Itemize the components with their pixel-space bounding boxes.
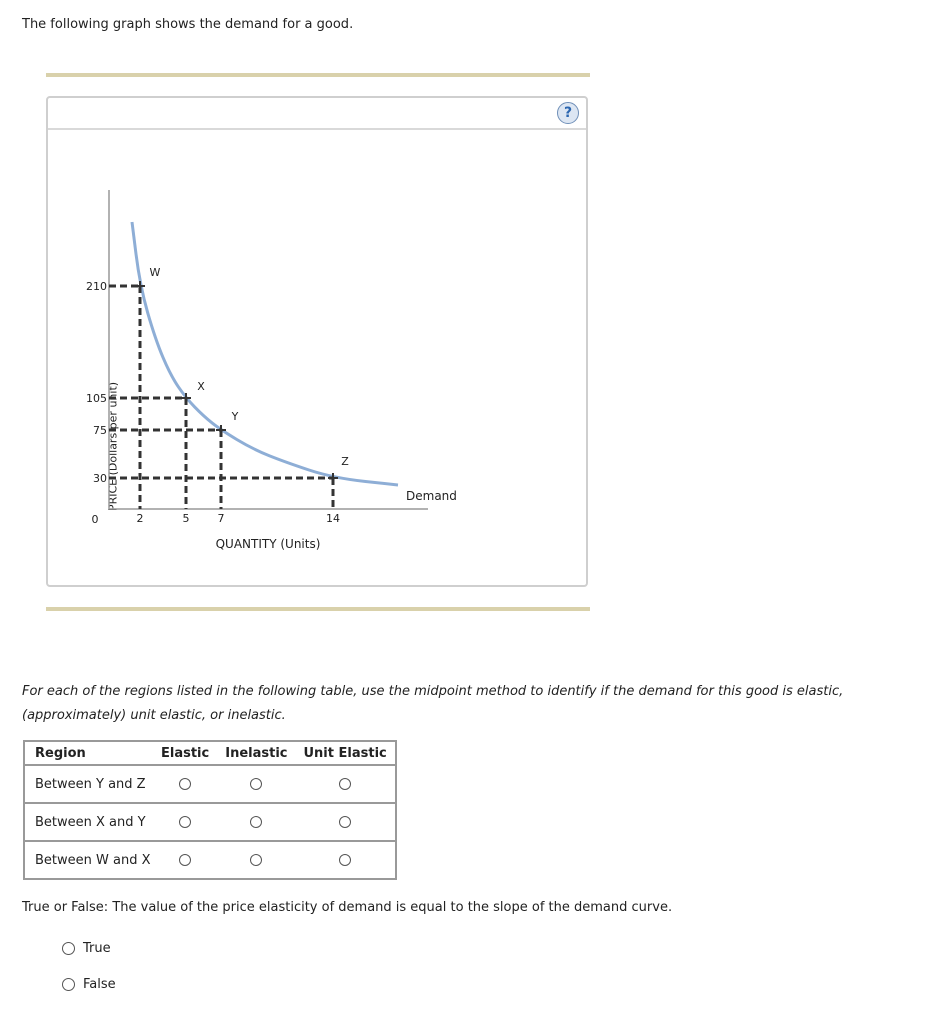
option-true-label: True — [83, 941, 111, 956]
point-label-y: Y — [231, 410, 239, 423]
radio-elastic[interactable] — [179, 778, 191, 790]
radio-true[interactable] — [62, 942, 75, 955]
true-false-question: True or False: The value of the price elasticity of demand is equal to the slope of the demand curve. — [22, 900, 673, 915]
y-tick-label: 210 — [86, 280, 107, 293]
demand-curve — [132, 222, 398, 485]
y-tick-label: 105 — [86, 392, 107, 405]
table-row — [24, 765, 396, 803]
x-axis-label: QUANTITY (Units) — [215, 537, 321, 551]
x-tick-label: 5 — [182, 512, 190, 525]
header-elastic: Elastic — [153, 741, 217, 765]
row-label: Between X and Y — [24, 803, 153, 841]
radio-unit-elastic[interactable] — [339, 778, 351, 790]
elasticity-table — [23, 740, 397, 880]
help-icon[interactable]: ? — [557, 102, 579, 124]
point-label-z: Z — [341, 455, 349, 468]
point-marker-w — [135, 281, 145, 291]
option-false[interactable] — [62, 977, 116, 992]
radio-unit-elastic[interactable] — [339, 816, 351, 828]
radio-inelastic[interactable] — [250, 854, 262, 866]
table-row — [24, 841, 396, 879]
header-region: Region — [24, 741, 153, 765]
y-axis-label: PRICE (Dollars per unit) — [106, 381, 120, 512]
x-tick-label: 14 — [326, 512, 340, 525]
instructions-text: For each of the regions listed in the following table, use the midpoint method to identify if the demand for this good is elastic, (approximately) unit elastic, or inelastic. — [22, 684, 844, 723]
radio-false[interactable] — [62, 978, 75, 991]
radio-elastic[interactable] — [179, 816, 191, 828]
option-false-label: False — [83, 977, 116, 992]
y-tick-label: 30 — [93, 472, 107, 485]
point-label-x: X — [197, 380, 205, 393]
table-row — [24, 803, 396, 841]
header-unit-elastic: Unit Elastic — [296, 741, 396, 765]
bottom-divider — [46, 607, 590, 611]
intro-text: The following graph shows the demand for a good. — [22, 17, 354, 32]
option-true[interactable] — [62, 941, 111, 956]
x-tick-label: 2 — [136, 512, 144, 525]
top-divider — [46, 73, 590, 77]
radio-inelastic[interactable] — [250, 778, 262, 790]
y-tick-label: 75 — [93, 424, 107, 437]
radio-inelastic[interactable] — [250, 816, 262, 828]
radio-unit-elastic[interactable] — [339, 854, 351, 866]
header-inelastic: Inelastic — [217, 741, 295, 765]
x-tick-label: 0 — [91, 513, 99, 526]
point-label-w: W — [149, 266, 161, 279]
x-tick-label: 7 — [217, 512, 225, 525]
graph-panel — [46, 96, 588, 587]
demand-chart — [48, 98, 586, 585]
row-label: Between W and X — [24, 841, 153, 879]
row-label: Between Y and Z — [24, 765, 153, 803]
radio-elastic[interactable] — [179, 854, 191, 866]
demand-curve-label: Demand — [406, 489, 457, 503]
